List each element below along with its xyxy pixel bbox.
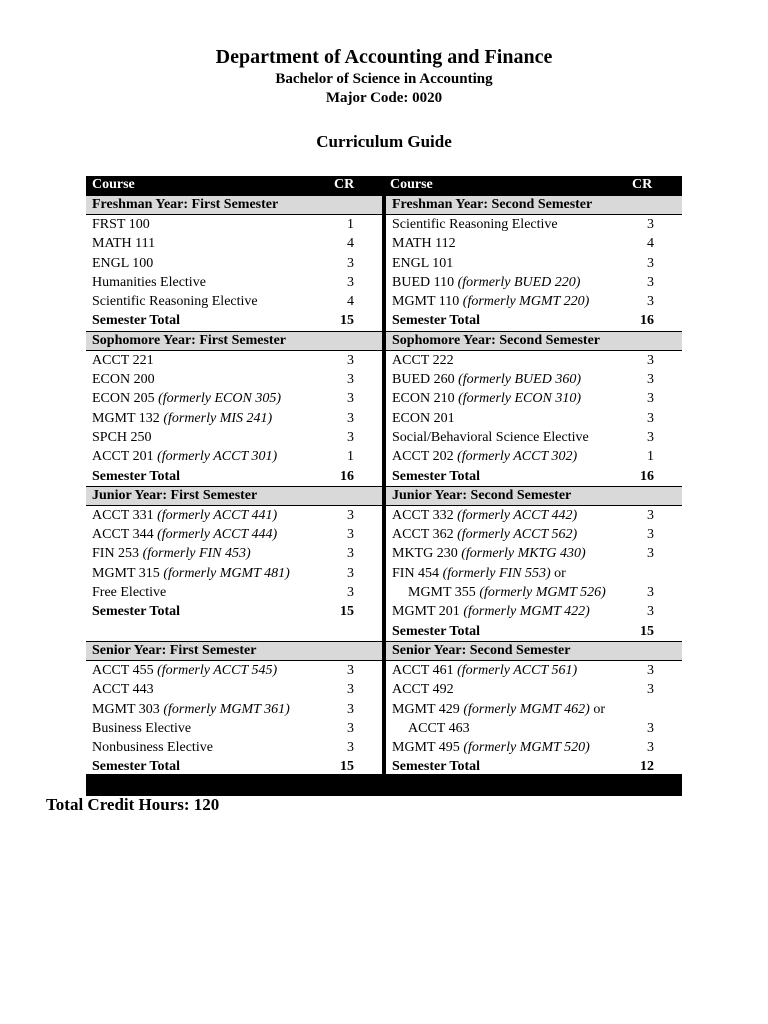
course-code: ACCT 331 [92,507,158,523]
course-code: ACCT 202 [392,449,458,465]
course-row [386,234,682,253]
course-row [86,428,382,447]
semester-total-credits: 15 [340,759,354,775]
course-cell [392,602,590,621]
course-row [86,389,382,408]
credit-cell: 3 [647,720,654,736]
semester-total-row [386,467,682,486]
credit-cell: 3 [347,701,354,717]
course-code: MATH 112 [392,236,456,252]
course-cell [392,661,577,680]
course-code: FIN 253 [92,546,143,562]
course-cell [392,680,454,699]
course-code: ECON 201 [392,410,455,426]
credit-cell: 3 [647,217,654,232]
course-code: MGMT 495 [392,740,464,756]
course-code: SPCH 250 [92,429,152,445]
course-code: ACCT 443 [92,682,154,698]
course-row [86,273,382,292]
course-cell [92,389,281,408]
row-spacer [86,622,382,641]
semester-total-label: Semester Total [92,759,181,775]
course-cell [92,234,155,253]
course-code: ENGL 101 [392,255,454,271]
course-row [86,292,382,311]
table-footer-bar [86,774,682,796]
page-title: Department of Accounting and Finance [215,46,553,68]
course-cell [392,254,453,273]
semester-heading: Junior Year: Second Semester [386,486,682,506]
course-code: FIN 454 [392,565,443,581]
course-cell [408,719,470,738]
course-cell [392,428,589,447]
credit-cell: 3 [347,391,354,407]
course-code: FRST 100 [92,217,150,232]
course-cell [392,738,590,757]
course-row [386,661,682,680]
course-code: Nonbusiness Elective [92,740,213,756]
formerly-note: (formerly ACCT 441) [157,507,278,523]
formerly-note: (formerly FIN 453) [142,546,251,562]
course-cell [408,583,606,602]
formerly-note: (formerly ACCT 444) [157,527,278,543]
alternative-note: or [589,701,605,717]
course-code: ACCT 222 [392,352,454,368]
semester-total-credits: 12 [640,759,654,775]
semester-total-credits: 16 [640,313,654,329]
formerly-note: (formerly MGMT 422) [463,604,590,620]
credit-cell: 1 [347,449,354,465]
semester-heading: Sophomore Year: Second Semester [386,331,682,351]
credit-cell: 3 [647,527,654,543]
course-row [386,506,682,525]
credit-cell: 3 [347,372,354,388]
formerly-note: (formerly ACCT 545) [157,662,278,678]
course-code: ACCT 221 [92,352,154,368]
course-code: MATH 111 [92,236,156,252]
course-row [386,583,682,602]
semester-heading: Senior Year: Second Semester [386,641,682,661]
course-header-left: Course [92,177,135,192]
formerly-note: (formerly MGMT 481) [163,565,290,581]
course-row [386,738,682,757]
course-row [86,447,382,466]
credit-cell: 3 [347,662,354,678]
course-row [86,254,382,273]
course-row [386,215,682,234]
curriculum-table [86,176,682,796]
course-row [86,215,382,234]
credit-cell: 3 [347,507,354,523]
credit-cell: 3 [347,429,354,445]
credit-cell: 3 [647,546,654,562]
course-row [386,447,682,466]
course-cell [92,525,277,544]
course-row [86,234,382,253]
course-row [386,428,682,447]
credit-cell: 3 [347,585,354,601]
semester-total-label: Semester Total [392,623,481,639]
total-credit-hours: Total Credit Hours: 120 [46,795,220,814]
course-row [386,719,682,738]
course-row [386,680,682,699]
course-cell [92,351,154,370]
formerly-note: (formerly MGMT 462) [463,701,590,717]
credit-cell: 3 [647,604,654,620]
formerly-note: (formerly ACCT 561) [457,662,578,678]
course-row [386,273,682,292]
course-cell [92,700,290,719]
semester-heading: Junior Year: First Semester [86,486,382,506]
course-row [386,602,682,621]
course-cell [92,273,206,292]
semester-total-credits: 16 [340,468,354,484]
credit-cell: 3 [647,352,654,368]
formerly-note: (formerly MGMT 361) [163,701,290,717]
credit-cell: 3 [647,682,654,698]
credit-cell: 3 [647,740,654,756]
course-cell [92,370,155,389]
credit-cell: 3 [647,585,654,601]
course-row [386,409,682,428]
course-code: MGMT 315 [92,565,164,581]
course-code: MGMT 132 [92,410,164,426]
course-code: Scientific Reasoning Elective [392,217,558,232]
course-header-right: Course [390,177,433,192]
course-code: Free Elective [92,585,167,601]
semester-total-row [86,467,382,486]
course-code: MGMT 355 [408,585,480,601]
course-row [86,506,382,525]
semester-total-credits: 15 [640,623,654,639]
course-row [86,700,382,719]
course-cell [392,409,455,428]
course-row [386,254,682,273]
credit-cell: 3 [647,255,654,271]
course-cell [392,389,581,408]
course-code: ACCT 344 [92,527,158,543]
semester-total-credits: 15 [340,604,354,620]
semester-total-credits: 15 [340,313,354,329]
course-cell [392,447,577,466]
course-code: MGMT 303 [92,701,164,717]
semester-total-credits: 16 [640,468,654,484]
course-row [86,544,382,563]
course-cell [92,719,191,738]
course-cell [392,273,580,292]
credit-cell: 3 [347,565,354,581]
formerly-note: (formerly ACCT 562) [457,527,578,543]
course-row [86,351,382,370]
course-code: MGMT 201 [392,604,464,620]
credit-cell: 3 [647,662,654,678]
semester-heading: Sophomore Year: First Semester [86,331,382,351]
credit-cell: 4 [647,236,654,252]
semester-heading: Senior Year: First Semester [86,641,382,661]
course-cell [92,564,290,583]
course-code: ECON 200 [92,372,155,388]
course-cell [92,254,153,273]
formerly-note: (formerly ACCT 442) [457,507,578,523]
course-code: ACCT 492 [392,682,454,698]
formerly-note: (formerly ECON 305) [158,391,282,407]
credit-cell: 3 [347,527,354,543]
credit-cell: 3 [347,274,354,290]
credit-cell: 3 [347,740,354,756]
credit-cell: 3 [347,255,354,271]
course-cell [92,738,213,757]
course-code: ACCT 455 [92,662,158,678]
credit-cell: 3 [647,372,654,388]
semester-total-label: Semester Total [392,468,481,484]
formerly-note: (formerly MGMT 526) [479,585,606,601]
course-cell [392,292,589,311]
credit-cell: 4 [347,294,354,310]
semester-total-label: Semester Total [92,468,181,484]
semester-total-row [386,622,682,641]
course-code: ENGL 100 [92,255,154,271]
semester-heading: Freshman Year: First Semester [86,195,382,215]
credit-cell: 3 [647,294,654,310]
credit-cell: 4 [347,236,354,252]
credit-cell: 3 [647,391,654,407]
course-cell [392,351,454,370]
course-code: ECON 205 [92,391,159,407]
course-row [86,583,382,602]
course-cell [92,661,277,680]
credit-cell: 1 [647,449,654,465]
course-cell [392,234,456,253]
formerly-note: (formerly FIN 553) [442,565,551,581]
course-row [386,544,682,563]
credit-cell: 3 [647,429,654,445]
course-cell [92,506,277,525]
course-row [386,351,682,370]
course-row [386,564,682,583]
formerly-note: (formerly BUED 360) [458,372,581,388]
semester-total-row [386,311,682,330]
course-cell [392,506,577,525]
credit-cell: 3 [647,507,654,523]
semester-total-label: Semester Total [92,313,181,329]
course-cell [392,215,558,234]
course-code: Business Elective [92,720,192,736]
formerly-note: (formerly ECON 310) [458,391,582,407]
course-cell [92,447,277,466]
credit-cell: 1 [347,217,354,232]
course-code: MKTG 230 [392,546,462,562]
formerly-note: (formerly BUED 220) [457,274,581,290]
course-code: ACCT 463 [408,720,470,736]
course-code: ACCT 332 [392,507,458,523]
course-code: ECON 210 [392,391,459,407]
semester-total-row [86,311,382,330]
credit-cell: 3 [347,410,354,426]
course-code: BUED 260 [392,372,459,388]
semester-total-label: Semester Total [392,759,481,775]
course-row [86,525,382,544]
course-cell [92,583,166,602]
semester-total-row [86,602,382,621]
course-cell [92,680,154,699]
credit-cell: 3 [347,352,354,368]
formerly-note: (formerly ACCT 301) [157,449,278,465]
course-row [86,409,382,428]
course-row [86,738,382,757]
course-cell [92,544,251,563]
course-cell [92,409,272,428]
alternative-note: or [550,565,566,581]
right-column [386,195,682,777]
course-code: MGMT 110 [392,294,463,310]
course-cell [392,700,605,719]
course-code: Social/Behavioral Science Elective [392,429,589,445]
course-code: BUED 110 [392,274,458,290]
formerly-note: (formerly MIS 241) [163,410,273,426]
course-code: ACCT 461 [392,662,458,678]
cr-header-left: CR [334,177,355,192]
credit-cell: 3 [647,274,654,290]
left-column [86,195,382,777]
semester-heading: Freshman Year: Second Semester [386,195,682,215]
formerly-note: (formerly MGMT 520) [463,740,590,756]
course-cell [92,215,150,234]
credit-cell: 3 [647,410,654,426]
course-code: Humanities Elective [92,274,206,290]
course-cell [392,370,581,389]
major-code: Major Code: 0020 [325,90,443,106]
formerly-note: (formerly MKTG 430) [461,546,586,562]
semester-total-label: Semester Total [92,604,181,620]
course-row [386,700,682,719]
course-code: ACCT 362 [392,527,458,543]
course-row [86,680,382,699]
course-cell [92,292,258,311]
course-code: MGMT 429 [392,701,464,717]
guide-heading: Curriculum Guide [316,132,452,151]
formerly-note: (formerly ACCT 302) [457,449,578,465]
table-header-row [86,176,682,195]
credit-cell: 3 [347,720,354,736]
course-row [386,292,682,311]
semester-total-label: Semester Total [392,313,481,329]
cr-header-right: CR [632,177,653,192]
course-row [386,525,682,544]
course-row [86,564,382,583]
credit-cell: 3 [347,546,354,562]
formerly-note: (formerly MGMT 220) [462,294,590,310]
course-row [86,719,382,738]
course-code: Scientific Reasoning Elective [92,294,258,310]
credit-cell: 3 [347,682,354,698]
course-cell [392,544,586,563]
course-code: ACCT 201 [92,449,158,465]
course-cell [392,564,566,583]
course-cell [392,525,577,544]
course-row [386,389,682,408]
course-row [386,370,682,389]
course-cell [92,428,152,447]
course-row [86,370,382,389]
course-row [86,661,382,680]
degree-subtitle: Bachelor of Science in Accounting [275,71,493,87]
